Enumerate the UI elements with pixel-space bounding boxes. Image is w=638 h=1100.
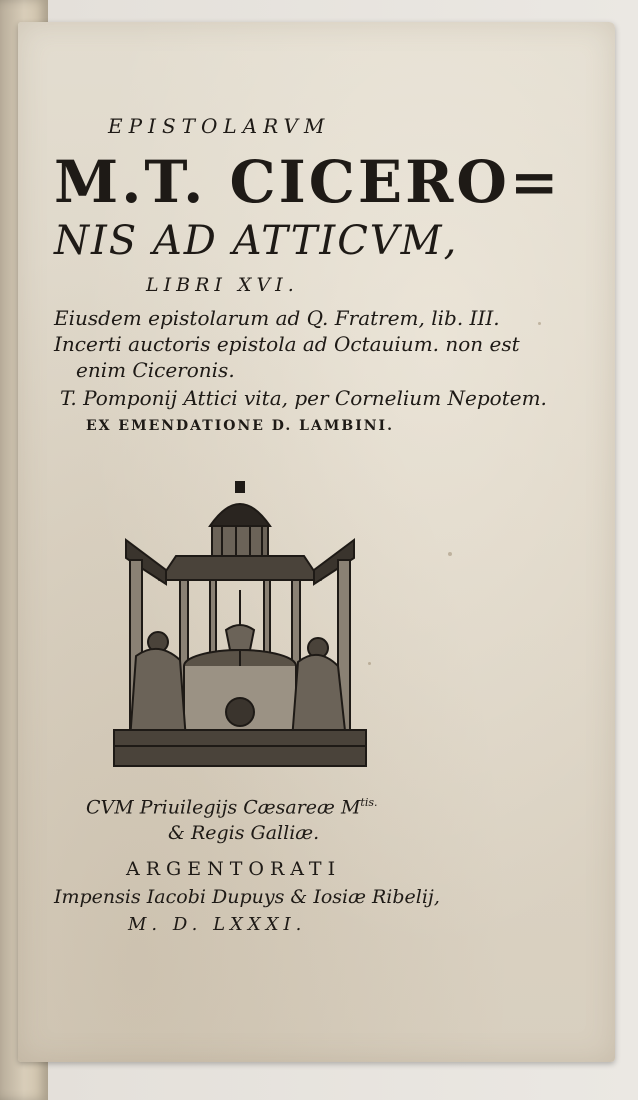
- title-page: [18, 22, 615, 1062]
- imprint-year: M. D. LXXXI.: [128, 914, 307, 935]
- title-author-line1: M.T. CICERO=: [54, 148, 562, 216]
- contents-line-2: Incerti auctoris epistola ad Octauium. non est: [54, 332, 520, 356]
- title-author-line2: NIS AD ATTICVM,: [54, 218, 459, 264]
- title-word-epistolarum: EPISTOLARVM: [108, 114, 331, 138]
- privilege-line-1: CVM Priuilegijs Cæsareæ $M^{tis.}$: [86, 796, 378, 819]
- editor-line: EX EMENDATIONE D. LAMBINI.: [86, 418, 394, 434]
- title-books: LIBRI XVI.: [146, 274, 299, 296]
- contents-line-1: Eiusdem epistolarum ad Q. Fratrem, lib. III.: [54, 306, 500, 330]
- contents-line-3: enim Ciceronis.: [76, 358, 235, 382]
- woodcut-fountain-temple-icon: [106, 480, 374, 772]
- privilege-line-2: & Regis Galliæ.: [168, 822, 320, 844]
- contents-line-4: T. Pomponij Attici vita, per Cornelium Nepotem.: [60, 386, 547, 410]
- foxing-spot: [448, 552, 452, 556]
- imprint-city: ARGENTORATI: [126, 858, 342, 880]
- imprint-publisher: Impensis Iacobi Dupuys & Iosiæ Ribelij,: [54, 886, 440, 908]
